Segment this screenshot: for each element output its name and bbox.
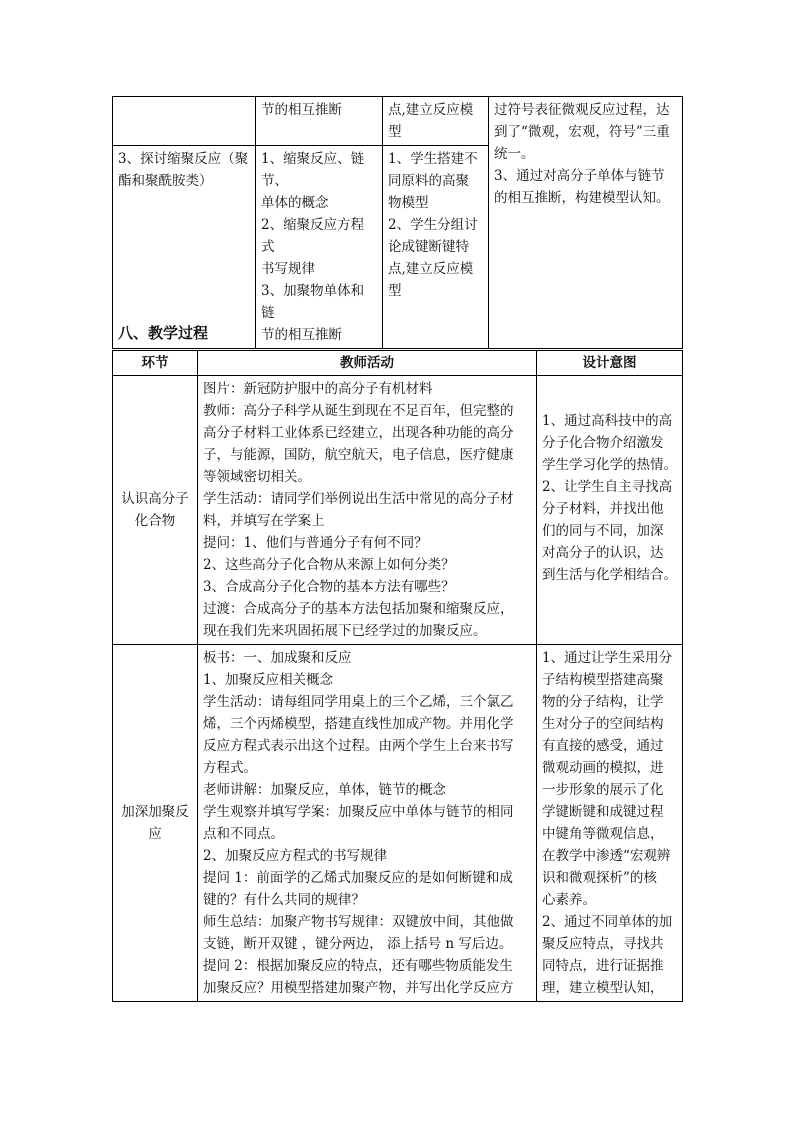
text-line: 点,建立反应模 [388, 261, 474, 277]
text-line: 3、合成高分子化合物的基本方法有哪些？ [203, 579, 455, 595]
text-line: 书写规律 [261, 261, 315, 277]
text-line: 节的相互推断 [261, 327, 342, 343]
text-line: 认识高分子 [121, 491, 189, 507]
design-intent-cell [537, 645, 683, 1002]
text-line: 2、通过不同单体的加 [542, 914, 673, 930]
text-line: 反应方程式表示出这个过程。由两个学生上台来书写 [203, 738, 514, 754]
text-line: 1、缩聚反应、链节、 [261, 151, 365, 189]
text-line: 提问 1：前面学的乙烯式加聚反应的是如何断键和成 [203, 870, 513, 886]
table-row [113, 376, 683, 645]
header-teacher-activity: 教师活动 [198, 351, 537, 376]
text-line: 提问 2：根据加聚反应的特点，还有哪些物质能发生 [203, 958, 513, 974]
text-line: 同特点，进行证据推 [542, 958, 664, 974]
text-line: 3、加聚物单体和链 [261, 283, 365, 321]
teaching-process-table [112, 350, 683, 1002]
text-line: 3、通过对高分子单体与链节 [494, 168, 665, 184]
table-header-row [113, 351, 683, 376]
text-line: 图片：新冠防护服中的高分子有机材料 [203, 381, 433, 397]
text-line: 子，与能源，国防，航空航天，电子信息，医疗健康 [203, 447, 514, 463]
text-line: 2、缩聚反应方程式 [261, 217, 365, 255]
table-cell [113, 146, 256, 349]
text-line: 2、让学生自主寻找高 [542, 479, 673, 495]
text-line: 过符号表征微观反应过程，达 [494, 102, 670, 118]
text-line: 方程式。 [203, 760, 257, 776]
text-line: 过渡：合成高分子的基本方法包括加聚和缩聚反应， [203, 601, 514, 617]
text-line: 1、通过高科技中的高 [542, 413, 673, 429]
text-line: 识和微观探析”的核 [542, 870, 657, 886]
text-line: 到了“微观，宏观，符号”三重 [494, 124, 670, 140]
text-line: 单体的概念 [261, 195, 329, 211]
text-line: 点和不同点。 [203, 826, 284, 842]
text-line: 微观动画的模拟，进 [542, 760, 664, 776]
text-line: 1、通过让学生采用分 [542, 650, 673, 666]
text-line: 物模型 [388, 195, 429, 211]
header-stage: 环节 [113, 351, 198, 376]
text-line: 分子材料，并找出他 [542, 501, 664, 517]
text-line: 学生活动：请同学们举例说出生活中常见的高分子材 [203, 491, 514, 507]
text-line: 同原料的高聚 [388, 173, 469, 189]
text-line: 2、这些高分子化合物从来源上如何分类？ [203, 557, 455, 573]
text-line: 型 [388, 124, 402, 140]
text-line: 1、学生搭建不 [388, 151, 478, 167]
text-line: 酯和聚酰胺类） [118, 173, 213, 189]
text-line: 节的相互推断 [261, 102, 342, 118]
text-line: 1、加聚反应相关概念 [203, 672, 334, 688]
section-title: 八、教学过程 [118, 324, 209, 342]
stage-cell [113, 376, 198, 645]
text-line: 聚反应特点，寻找共 [542, 936, 664, 952]
text-line: 支链，断开双键 ，键分两边， 添上括号 n 写后边。 [203, 936, 513, 952]
text-line: 板书：一、加成聚和反应 [203, 650, 352, 666]
text-line: 3、探讨缩聚反应（聚 [118, 151, 249, 167]
text-line: 子结构模型搭建高聚 [542, 672, 664, 688]
text-line: 老师讲解：加聚反应，单体，链节的概念 [203, 782, 446, 798]
text-line: 到生活与化学相结合。 [542, 567, 677, 583]
table-row [113, 645, 683, 1002]
text-line: 分子化合物介绍激发 [542, 435, 664, 451]
text-line: 键的？有什么共同的规律？ [203, 892, 365, 908]
text-line: 的相互推断，构建模型认知。 [494, 190, 670, 206]
text-line: 中键角等微观信息， [542, 826, 664, 842]
text-line: 对高分子的认识，达 [542, 545, 664, 561]
text-line: 论成键断键特 [388, 239, 469, 255]
teacher-activity-cell [198, 376, 537, 645]
text-line: 2、加聚反应方程式的书写规律 [203, 848, 388, 864]
table-cell [256, 146, 383, 349]
text-line: 物的分子结构，让学 [542, 694, 664, 710]
table-cell [489, 97, 683, 349]
text-line: 加深加聚反 [121, 804, 189, 820]
text-line: 学生活动：请每组同学用桌上的三个乙烯，三个氯乙 [203, 694, 514, 710]
text-line: 型 [388, 283, 402, 299]
text-line: 烯，三个丙烯模型，搭建直线性加成产物。并用化学 [203, 716, 514, 732]
header-design-intent: 设计意图 [537, 351, 683, 376]
text-line: 们的同与不同，加深 [542, 523, 664, 539]
text-line: 高分子材料工业体系已经建立，出现各种功能的高分 [203, 425, 514, 441]
text-line: 等领域密切相关。 [203, 469, 311, 485]
text-line: 有直接的感受，通过 [542, 738, 664, 754]
design-intent-cell [537, 376, 683, 645]
table-cell [383, 146, 489, 349]
text-line: 学键断键和成键过程 [542, 804, 664, 820]
text-line: 统一。 [494, 146, 535, 162]
text-line: 点,建立反应模 [388, 102, 474, 118]
text-line: 教师：高分子科学从诞生到现在不足百年，但完整的 [203, 403, 514, 419]
lesson-content-table [112, 96, 683, 349]
text-line: 心素养。 [542, 892, 596, 908]
teacher-activity-cell [198, 645, 537, 1002]
text-line: 化合物 [134, 513, 176, 529]
table-cell [113, 97, 256, 146]
text-line: 在教学中渗透“宏观辨 [542, 848, 671, 864]
text-line: 提问：1、他们与普通分子有何不同？ [203, 535, 428, 551]
text-line: 加聚反应？用模型搭建加聚产物，并写出化学反应方 [203, 980, 514, 996]
text-line: 现在我们先来巩固拓展下已经学过的加聚反应。 [203, 623, 487, 639]
text-line: 理，建立模型认知， [542, 980, 664, 996]
text-line: 应 [148, 826, 162, 842]
table-cell [256, 97, 383, 146]
text-line: 师生总结：加聚产物书写规律：双键放中间，其他做 [203, 914, 514, 930]
text-line: 学生学习化学的热情。 [542, 457, 677, 473]
table-cell [383, 97, 489, 146]
stage-cell [113, 645, 198, 1002]
table-row [113, 97, 683, 146]
text-line: 2、学生分组讨 [388, 217, 478, 233]
text-line: 一步形象的展示了化 [542, 782, 664, 798]
text-line: 学生观察并填写学案：加聚反应中单体与链节的相同 [203, 804, 514, 820]
text-line: 生对分子的空间结构 [542, 716, 664, 732]
text-line: 料，并填写在学案上 [203, 513, 325, 529]
